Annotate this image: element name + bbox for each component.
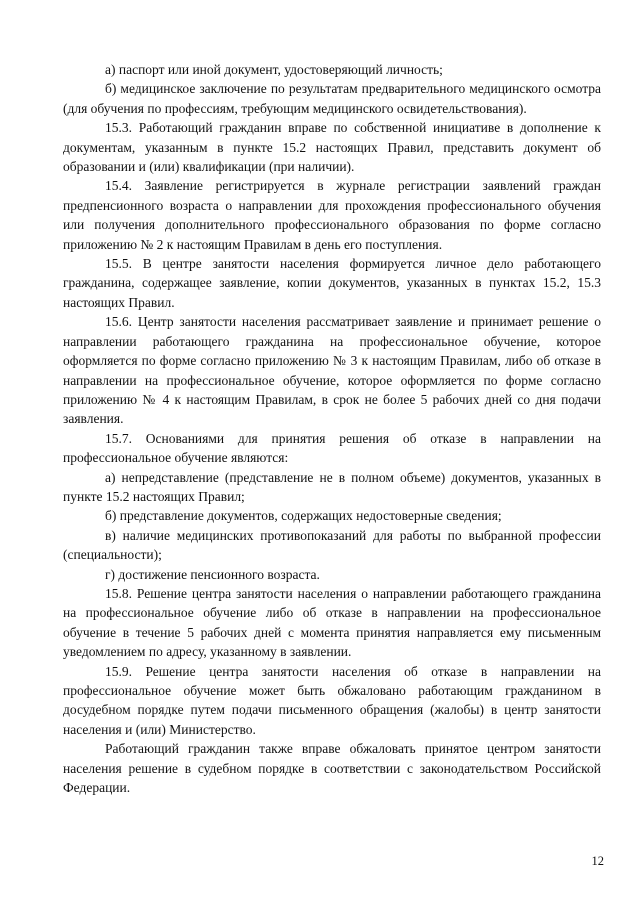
item-b-medical-report: б) медицинское заключение по результатам предварительного медицинского осмотра (для обучения по профессиям, требующим медицинского освидетельствования). — [63, 81, 601, 116]
appeal-court-paragraph: Работающий гражданин также вправе обжаловать принятое центром занятости населения решение в судебном порядке в соответствии с законодательством Российской Федерации. — [63, 741, 601, 796]
clause-15-6: 15.6. Центр занятости населения рассматривает заявление и принимает решение о направлении работающего гражданина на профессиональное обучение, которое оформляется по форме согласно приложению № 3 к настоящим Правилам, либо об отказе в направлении на профессиональное обучение, которое оформляется по форме согласно приложению № 4 к настоящим Правилам, в срок не более 5 рабочих дней со дня подачи заявления. — [63, 314, 601, 427]
refusal-ground-a: а) непредставление (представление не в полном объеме) документов, указанных в пункте 15.2 настоящих Правил; — [63, 469, 601, 504]
page-number: 12 — [591, 854, 604, 868]
clause-15-8: 15.8. Решение центра занятости населения о направлении работающего гражданина на профессиональное обучение либо об отказе в направлении на профессиональное обучение в течение 5 рабочих дней с момента принятия направляется ему письменным уведомлением по адресу, указанному в заявлении. — [63, 585, 601, 660]
clause-15-7: 15.7. Основаниями для принятия решения об отказе в направлении на профессиональное обучение являются: — [63, 430, 601, 466]
refusal-ground-d: г) достижение пенсионного возраста. — [105, 566, 320, 582]
clause-15-9: 15.9. Решение центра занятости населения об отказе в направлении на профессиональное обучение может быть обжаловано работающим гражданином в досудебном порядке путем подачи письменного обращения (жалобы) в центр занятости населения и (или) Министерство. — [63, 663, 601, 737]
refusal-ground-b: б) представление документов, содержащих недостоверные сведения; — [105, 508, 502, 524]
refusal-ground-c: в) наличие медицинских противопоказаний для работы по выбранной профессии (специальности); — [63, 527, 601, 563]
clause-15-5: 15.5. В центре занятости населения формируется личное дело работающего гражданина, содержащее заявление, копии документов, указанных в пунктах 15.2, 15.3 настоящих Правил. — [63, 256, 601, 310]
clause-15-3: 15.3. Работающий гражданин вправе по собственной инициативе в дополнение к документам, указанным в пункте 15.2 настоящих Правил, представить документ об образовании и (или) квалификации (при наличии). — [63, 120, 601, 175]
item-a-passport: а) паспорт или иной документ, удостоверяющий личность; — [105, 62, 443, 77]
clause-15-4: 15.4. Заявление регистрируется в журнале регистрации заявлений граждан предпенсионного возраста о направлении для прохождения профессионального обучения или получения дополнительного профессионального образования по форме согласно приложению № 2 к настоящим Правилам в день его поступления. — [63, 178, 601, 252]
